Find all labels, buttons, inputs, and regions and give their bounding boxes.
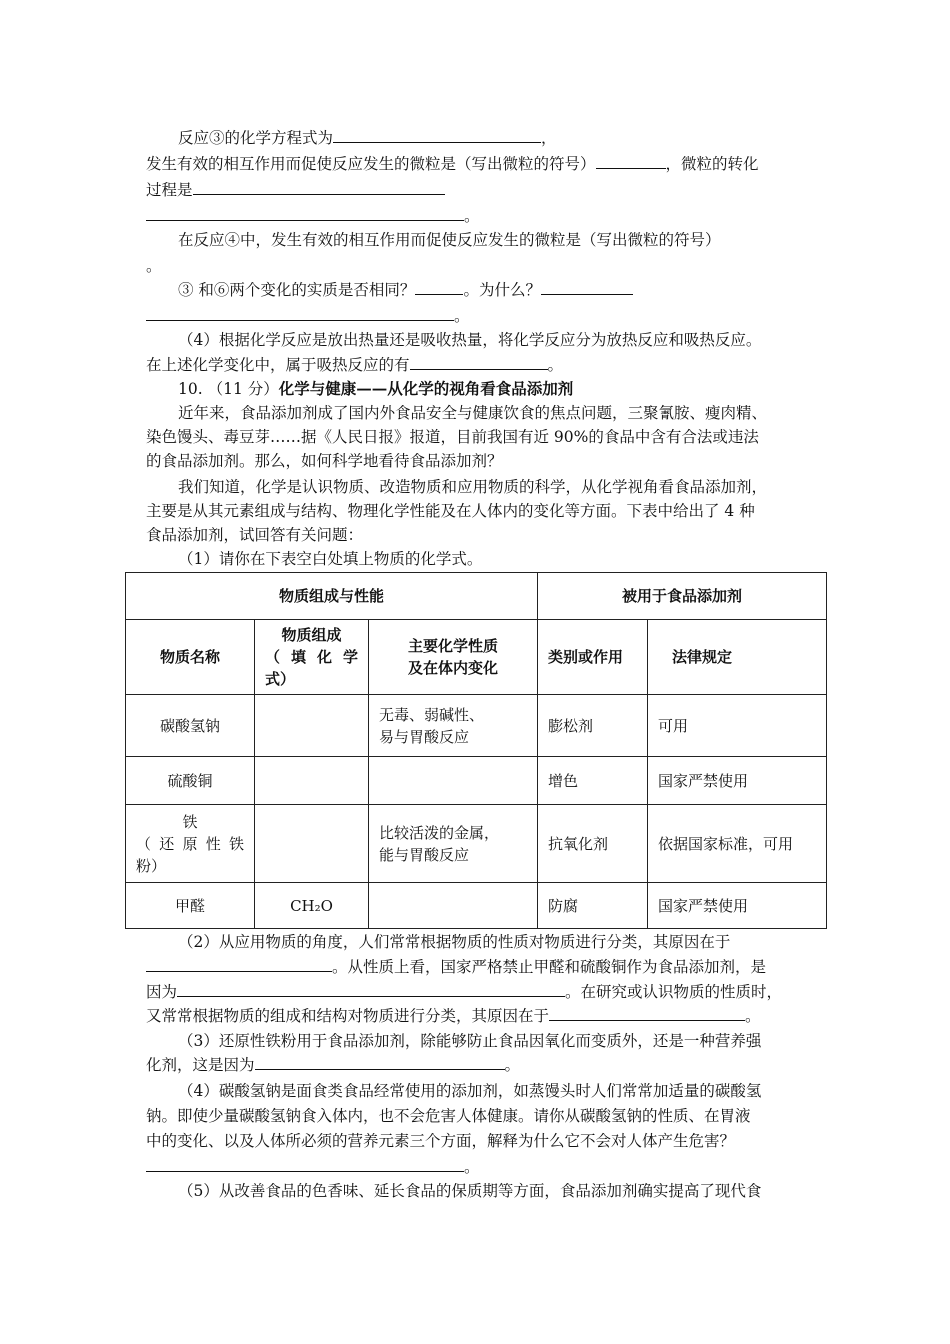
cell-property [369, 695, 538, 757]
cell-formula-blank[interactable] [255, 805, 369, 883]
answer-blank[interactable] [549, 1006, 745, 1021]
text-line [146, 1055, 520, 1075]
answer-blank[interactable] [146, 306, 454, 321]
cell-text: 铁 [182, 812, 198, 831]
column-header: 类别或作用 [538, 620, 648, 695]
cell-law: 可用 [648, 695, 827, 757]
text: 反应③的化学方程式为 [178, 129, 334, 147]
table-row [126, 695, 827, 757]
text-line: （4）碳酸氢钠是面食类食品经常使用的添加剂，如蒸馒头时人们常常加适量的碳酸氢 [178, 1082, 762, 1100]
question-number: 10. （11 分） [178, 380, 279, 398]
cell-text: 易与胃酸反应 [379, 727, 470, 746]
text-line: 染色馒头、毒豆芽……据《人民日报》报道，目前我国有近 90%的食品中含有合法或违法 [146, 428, 759, 446]
text: 。 [464, 1158, 480, 1176]
text: 。 [504, 1056, 521, 1074]
answer-blank[interactable] [193, 180, 445, 195]
cell-property [369, 883, 538, 929]
text-line [146, 306, 470, 326]
header-text: （ 填 化 学 [265, 648, 358, 666]
text: ③ 和⑥两个变化的实质是否相同？ [178, 281, 416, 299]
cell-law: 国家严禁使用 [648, 883, 827, 929]
text-line: 中的变化、以及人体所必须的营养元素三个方面，解释为什么它不会对人体产生危害？ [146, 1132, 736, 1150]
text-line: （4）根据化学反应是放出热量还是吸收热量，将化学反应分为放热反应和吸热反应。 [178, 331, 762, 349]
answer-blank[interactable] [410, 355, 548, 370]
answer-blank[interactable] [255, 1055, 505, 1070]
cell-law: 依据国家标准，可用 [648, 805, 827, 883]
cell-text: 比较活泼的金属， [379, 823, 500, 842]
text-line: 。 [146, 257, 162, 275]
cell-category: 抗氧化剂 [538, 805, 648, 883]
cell-text: 粉） [136, 856, 167, 875]
text: 。 [745, 1007, 761, 1025]
text: 发生有效的相互作用而促使反应发生的微粒是（写出微粒的符号） [146, 155, 596, 173]
table-row [126, 883, 827, 929]
column-header [369, 620, 538, 695]
question-heading [178, 379, 573, 399]
text: 又常常根据物质的组成和结构对物质进行分类，其原因在于 [146, 1007, 550, 1025]
text-line: 钠。即使少量碳酸氢钠食入体内，也不会危害人体健康。请你从碳酸氢钠的性质、在胃液 [146, 1107, 751, 1125]
table-header-row [126, 620, 827, 695]
additives-table [125, 572, 827, 929]
text-line: （2）从应用物质的角度，人们常常根据物质的性质对物质进行分类，其原因在于 [178, 933, 731, 951]
cell-text: 无毒、弱碱性、 [379, 705, 485, 724]
text-line [146, 982, 782, 1002]
text-line [146, 1006, 761, 1026]
text-line: 我们知道，化学是认识物质、改造物质和应用物质的科学，从化学视角看食品添加剂， [178, 478, 768, 496]
text: ， [541, 129, 557, 147]
cell-name: 甲醛 [126, 883, 255, 929]
answer-blank[interactable] [146, 1157, 464, 1172]
text-line: 主要是从其元素组成与结构、物理化学性能及在人体内的变化等方面。下表中给出了 4 种 [146, 502, 755, 520]
text: 。 [547, 356, 564, 374]
table-row [126, 805, 827, 883]
answer-blank[interactable] [177, 982, 565, 997]
cell-text: 能与胃酸反应 [379, 845, 470, 864]
cell-category: 膨松剂 [538, 695, 648, 757]
answer-blank[interactable] [333, 128, 541, 143]
text: 化剂，这是因为 [146, 1056, 255, 1074]
header-text: 式） [265, 670, 296, 688]
text-line: （3）还原性铁粉用于食品添加剂，除能够防止食品因氧化而变质外，还是一种营养强 [178, 1032, 762, 1050]
header-text: 主要化学性质 [408, 637, 499, 655]
text: 。为什么？ [463, 281, 541, 299]
cell-property [369, 805, 538, 883]
text: 。从性质上看，国家严格禁止甲醛和硫酸铜作为食品添加剂，是 [332, 958, 767, 976]
cell-category: 增色 [538, 757, 648, 805]
text-line [146, 957, 766, 977]
text-line [146, 355, 563, 375]
answer-blank[interactable] [146, 957, 332, 972]
text-line: 的食品添加剂。那么，如何科学地看待食品添加剂？ [146, 452, 503, 470]
cell-law: 国家严禁使用 [648, 757, 827, 805]
table-group-header-row [126, 573, 827, 620]
table-row [126, 757, 827, 805]
answer-blank[interactable] [596, 154, 666, 169]
text-line: 近年来，食品添加剂成了国内外食品安全与健康饮食的焦点问题，三聚氰胺、瘦肉精、 [178, 404, 768, 422]
cell-formula: CH₂O [255, 883, 369, 929]
column-header [255, 620, 369, 695]
text: 。在研究或认识物质的性质时， [565, 983, 783, 1001]
text-line: 食品添加剂，试回答有关问题： [146, 526, 364, 544]
group-header: 物质组成与性能 [126, 573, 538, 620]
text: 。 [454, 307, 470, 325]
header-text: 物质组成 [281, 626, 342, 644]
text-line: 在反应④中，发生有效的相互作用而促使反应发生的微粒是（写出微粒的符号） [178, 231, 721, 249]
cell-category: 防腐 [538, 883, 648, 929]
text-line [146, 154, 759, 174]
cell-name: 硫酸铜 [126, 757, 255, 805]
answer-blank[interactable] [541, 280, 633, 295]
text-line [178, 128, 557, 148]
column-header: 法律规定 [648, 620, 827, 695]
cell-text: （ 还 原 性 铁 [136, 834, 244, 853]
column-header: 物质名称 [126, 620, 255, 695]
cell-name: 碳酸氢钠 [126, 695, 255, 757]
text-line [146, 1157, 480, 1177]
answer-blank[interactable] [146, 206, 464, 221]
text-line [146, 180, 445, 200]
header-text: 及在体内变化 [408, 659, 499, 677]
text-line [146, 206, 480, 226]
text: 。 [464, 207, 480, 225]
cell-property [369, 757, 538, 805]
cell-formula-blank[interactable] [255, 695, 369, 757]
group-header: 被用于食品添加剂 [538, 573, 827, 620]
question-title: 化学与健康——从化学的视角看食品添加剂 [278, 379, 574, 398]
answer-blank[interactable] [415, 280, 463, 295]
cell-formula-blank[interactable] [255, 757, 369, 805]
text-line [178, 280, 633, 300]
text: 在上述化学变化中，属于吸热反应的有 [146, 356, 410, 374]
text-line: （1）请你在下表空白处填上物质的化学式。 [178, 550, 483, 568]
text: 因为 [146, 983, 178, 1001]
text-line: （5）从改善食品的色香味、延长食品的保质期等方面，食品添加剂确实提高了现代食 [178, 1182, 762, 1200]
text: 过程是 [146, 181, 193, 199]
text: ，微粒的转化 [665, 155, 759, 173]
cell-name [126, 805, 255, 883]
